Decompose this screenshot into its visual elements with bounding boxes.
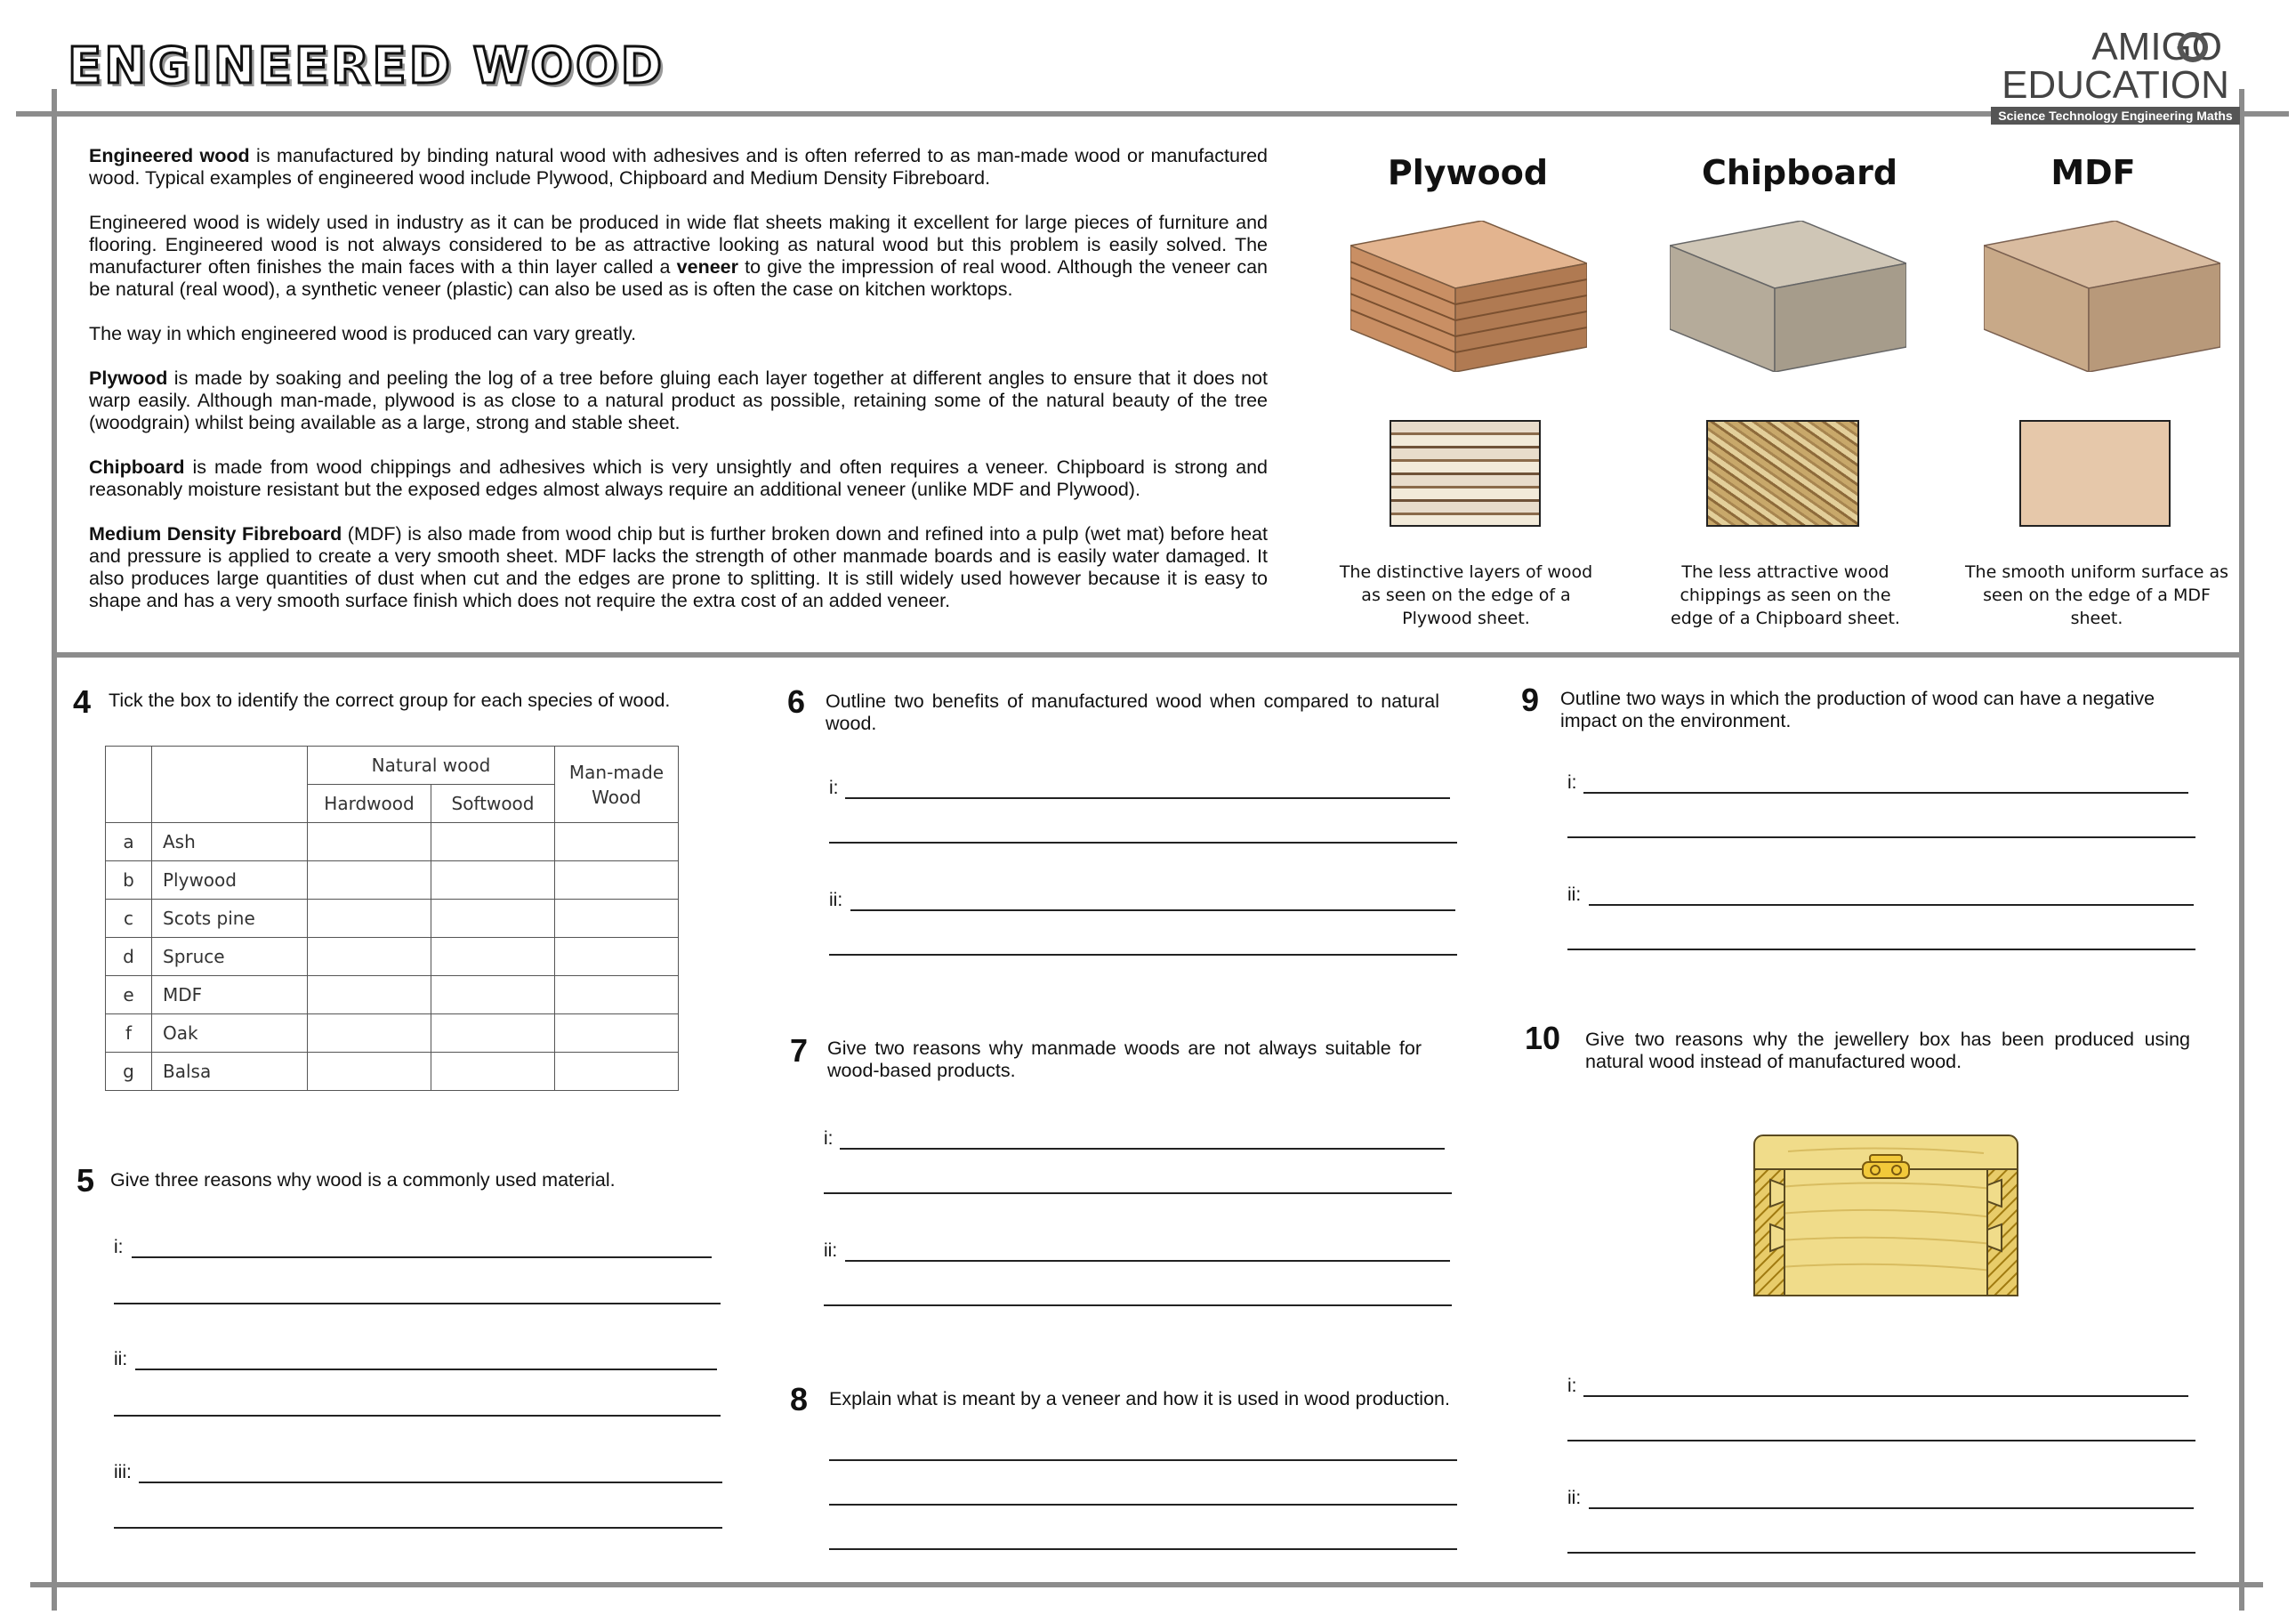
answer-label: ii: xyxy=(829,890,843,910)
row-species: Oak xyxy=(152,1014,308,1053)
logo-line1: AMIGO xyxy=(2091,25,2222,69)
term-chipboard: Chipboard xyxy=(89,456,185,478)
bottom-rule xyxy=(30,1582,2263,1587)
q4-number: 4 xyxy=(73,683,92,720)
row-species: Spruce xyxy=(152,938,308,976)
hardwood-tick-box[interactable] xyxy=(308,900,431,938)
term-engineered-wood: Engineered wood xyxy=(89,145,250,166)
answer-label: i: xyxy=(829,778,839,798)
intro-paragraph xyxy=(89,523,1268,612)
answer-line[interactable] xyxy=(850,909,1455,911)
page-title: ENGINEERED WOOD xyxy=(68,37,665,95)
answer-label: i: xyxy=(1567,1376,1577,1396)
amigo-logo xyxy=(1991,25,2240,125)
answer-line[interactable] xyxy=(1589,904,2194,906)
answer-line[interactable] xyxy=(1567,836,2195,838)
answer-label: i: xyxy=(1567,772,1577,793)
q4-text: Tick the box to identify the correct group for each species of wood. xyxy=(109,690,671,711)
hardwood-tick-box[interactable] xyxy=(308,861,431,900)
row-species: Ash xyxy=(152,823,308,861)
table-row xyxy=(106,938,679,976)
table-corner xyxy=(152,747,308,823)
q10-text: Give two reasons why the jewellery box has been produced using natural wood instead of manufactured wood. xyxy=(1585,1029,2190,1072)
intro-paragraph xyxy=(89,456,1268,501)
row-species: Balsa xyxy=(152,1053,308,1091)
answer-line[interactable] xyxy=(845,797,1450,799)
softwood-tick-box[interactable] xyxy=(431,1053,555,1091)
intro-p1: is manufactured by binding natural wood with adhesives and is often referred to as man-made wood or manufactured wood. Typical examples of engineered wood include Plywood, Chipboard and Medium Density Fibreboard. xyxy=(89,145,1268,189)
header-softwood: Softwood xyxy=(431,785,555,823)
plywood-board-image xyxy=(1350,221,1587,372)
manmade-tick-box[interactable] xyxy=(555,1053,679,1091)
wood-species-table xyxy=(105,746,679,1091)
answer-line[interactable] xyxy=(845,1260,1450,1262)
answer-label: ii: xyxy=(1567,884,1582,905)
answer-line[interactable] xyxy=(1583,792,2188,794)
hardwood-tick-box[interactable] xyxy=(308,1053,431,1091)
q7-text: Give two reasons why manmade woods are not always suitable for wood-based products. xyxy=(827,1038,1422,1081)
jewellery-box-image xyxy=(1752,1134,2019,1297)
manmade-tick-box[interactable] xyxy=(555,938,679,976)
answer-label: ii: xyxy=(114,1349,128,1369)
table-row xyxy=(106,976,679,1014)
logo-line2: EDUCATION xyxy=(2002,63,2229,107)
plywood-title: Plywood xyxy=(1387,153,1549,192)
q8-text: Explain what is meant by a veneer and how it is used in wood production. xyxy=(829,1388,1450,1409)
chipboard-title: Chipboard xyxy=(1701,153,1898,192)
row-letter: c xyxy=(106,900,152,938)
mdf-title: MDF xyxy=(2050,153,2136,192)
answer-line[interactable] xyxy=(829,1548,1457,1550)
left-rule xyxy=(52,89,57,1611)
intro-p2b: to give the impression of real wood. Although the veneer can be natural (real wood), a synthetic veneer (plastic) can also be used as is often the case on kitchen worktops. xyxy=(89,256,1268,300)
manmade-tick-box[interactable] xyxy=(555,1014,679,1053)
table-row xyxy=(106,823,679,861)
answer-line[interactable] xyxy=(829,954,1457,956)
q9-text: Outline two ways in which the production of wood can have a negative impact on the environment. xyxy=(1560,688,2155,731)
hardwood-tick-box[interactable] xyxy=(308,976,431,1014)
plywood-caption: The distinctive layers of wood as seen on the edge of a Plywood sheet. xyxy=(1339,562,1593,628)
q10-number: 10 xyxy=(1525,1020,1561,1056)
intro-p4: is made by soaking and peeling the log of a tree before gluing each layer together at different angles to ensure that it does not warp easily. Although man-made, plywood is as close to a natural product as possible, retaining some of the natural beauty of the tree (woodgrain) whilst being available as a large, strong and stable sheet. xyxy=(89,367,1268,433)
hardwood-tick-box[interactable] xyxy=(308,823,431,861)
answer-line[interactable] xyxy=(1567,1440,2195,1441)
answer-line[interactable] xyxy=(1567,949,2195,950)
answer-line[interactable] xyxy=(114,1303,721,1304)
manmade-tick-box[interactable] xyxy=(555,900,679,938)
intro-paragraph xyxy=(89,367,1268,434)
intro-p6: (MDF) is also made from wood chip but is further broken down and refined into a pulp (wet mat) before heat and pressure is applied to create a very smooth sheet. MDF lacks the strength of other manmade boards and is easily water damaged. It also produces large quantities of dust when cut and the edges are prone to splitting. It is still widely used however because it is easy to shape and has a very smooth surface finish which does not require the extra cost of an added veneer. xyxy=(89,523,1268,611)
plywood-edge-swatch xyxy=(1390,420,1541,527)
answer-line[interactable] xyxy=(824,1192,1452,1194)
intro-paragraph: The way in which engineered wood is produced can vary greatly. xyxy=(89,323,637,344)
term-plywood: Plywood xyxy=(89,367,168,389)
row-letter: e xyxy=(106,976,152,1014)
intro-p2a: Engineered wood is widely used in industry as it can be produced in wide flat sheets making it excellent for large pieces of furniture and flooring. Engineered wood is not always considered to be as attractive looking as natural wood but this problem is easily solved. The manufacturer often finishes the main faces with a thin layer called a xyxy=(89,212,1268,278)
row-letter: d xyxy=(106,938,152,976)
row-letter: g xyxy=(106,1053,152,1091)
answer-line[interactable] xyxy=(824,1304,1452,1306)
table-row xyxy=(106,900,679,938)
manmade-tick-box[interactable] xyxy=(555,976,679,1014)
chipboard-edge-swatch xyxy=(1706,420,1859,527)
q7-number: 7 xyxy=(790,1032,809,1069)
right-rule xyxy=(2239,89,2244,1611)
answer-line[interactable] xyxy=(829,842,1457,844)
row-species: Scots pine xyxy=(152,900,308,938)
softwood-tick-box[interactable] xyxy=(431,900,555,938)
row-letter: b xyxy=(106,861,152,900)
answer-label: iii: xyxy=(114,1462,132,1482)
answer-line[interactable] xyxy=(114,1415,721,1417)
row-species: MDF xyxy=(152,976,308,1014)
hardwood-tick-box[interactable] xyxy=(308,938,431,976)
top-rule xyxy=(16,111,2289,117)
logo-tagline: Science Technology Engineering Maths xyxy=(1991,107,2240,125)
answer-line[interactable] xyxy=(1589,1507,2194,1509)
q5-number: 5 xyxy=(77,1162,95,1199)
header-man-made-wood: Man-made Wood xyxy=(555,747,679,823)
table-row xyxy=(106,1053,679,1091)
mdf-caption: The smooth uniform surface as seen on the edge of a MDF sheet. xyxy=(1964,562,2229,628)
header-natural-wood: Natural wood xyxy=(308,747,555,785)
q5-text: Give three reasons why wood is a commonly used material. xyxy=(110,1169,616,1191)
q9-number: 9 xyxy=(1521,682,1540,718)
row-letter: a xyxy=(106,823,152,861)
softwood-tick-box[interactable] xyxy=(431,861,555,900)
q8-number: 8 xyxy=(790,1381,809,1417)
q6-text: Outline two benefits of manufactured wood when compared to natural wood. xyxy=(826,690,1439,734)
q6-number: 6 xyxy=(787,683,806,720)
answer-line[interactable] xyxy=(114,1527,722,1529)
answer-line[interactable] xyxy=(135,1369,717,1370)
softwood-tick-box[interactable] xyxy=(431,823,555,861)
answer-line[interactable] xyxy=(132,1256,712,1258)
answer-line[interactable] xyxy=(829,1504,1457,1506)
answer-label: ii: xyxy=(824,1240,838,1261)
hardwood-tick-box[interactable] xyxy=(308,1014,431,1053)
answer-label: ii: xyxy=(1567,1488,1582,1508)
answer-line[interactable] xyxy=(829,1459,1457,1461)
row-letter: f xyxy=(106,1014,152,1053)
softwood-tick-box[interactable] xyxy=(431,976,555,1014)
intro-paragraph xyxy=(89,212,1268,301)
chipboard-board-image xyxy=(1670,221,1906,372)
table-corner xyxy=(106,747,152,823)
row-species: Plywood xyxy=(152,861,308,900)
answer-line[interactable] xyxy=(139,1482,722,1483)
answer-label: i: xyxy=(114,1237,124,1257)
mdf-edge-swatch xyxy=(2019,420,2171,527)
term-veneer: veneer xyxy=(676,256,738,278)
answer-line[interactable] xyxy=(840,1148,1445,1150)
intro-paragraph xyxy=(89,145,1268,190)
answer-line[interactable] xyxy=(1583,1395,2188,1397)
answer-label: i: xyxy=(824,1128,834,1149)
table-row xyxy=(106,1014,679,1053)
intro-p5: is made from wood chippings and adhesives which is very unsightly and often requires a veneer. Chipboard is strong and reasonably moisture resistant but the exposed edges almost always require an additional veneer (unlike MDF and Plywood). xyxy=(89,456,1268,500)
term-mdf: Medium Density Fibreboard xyxy=(89,523,342,545)
intro-text xyxy=(89,145,1268,634)
answer-line[interactable] xyxy=(1567,1552,2195,1554)
header-hardwood: Hardwood xyxy=(308,785,431,823)
mid-rule xyxy=(52,652,2244,658)
mdf-board-image xyxy=(1984,221,2220,372)
manmade-tick-box[interactable] xyxy=(555,823,679,861)
softwood-tick-box[interactable] xyxy=(431,1014,555,1053)
chipboard-caption: The less attractive wood chippings as seen on the edge of a Chipboard sheet. xyxy=(1671,562,1900,628)
softwood-tick-box[interactable] xyxy=(431,938,555,976)
table-row xyxy=(106,861,679,900)
gear-icon xyxy=(2178,32,2208,62)
manmade-tick-box[interactable] xyxy=(555,861,679,900)
